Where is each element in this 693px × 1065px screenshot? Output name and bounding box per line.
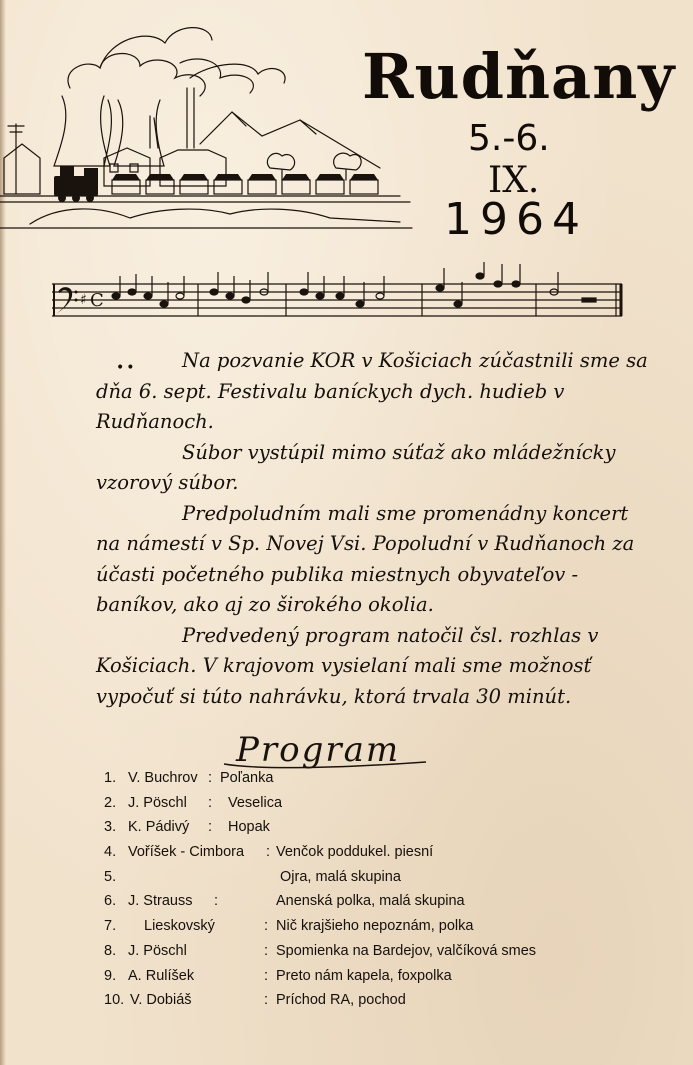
item-number: 10.	[104, 992, 125, 1009]
list-item	[104, 795, 664, 820]
work-title: Hopak	[228, 819, 270, 836]
composer: J. Pöschl	[128, 794, 187, 811]
svg-text:C: C	[90, 290, 104, 311]
work-title: Preto nám kapela, foxpolka	[276, 967, 452, 984]
program-heading: Program	[236, 730, 401, 770]
musical-staff	[50, 262, 625, 332]
composer: J. Strauss	[128, 893, 193, 910]
item-number: 3.	[104, 819, 117, 836]
item-number: 2.	[104, 794, 117, 811]
work-title: Ojra, malá skupina	[280, 868, 401, 885]
work-title: Poľanka	[220, 770, 274, 786]
composer: Voříšek - Cimbora	[128, 844, 245, 861]
date-month: IX.	[488, 160, 540, 201]
paragraph: Predvedený program natočil čsl. rozhlas v Košiciach. V krajovom vysielaní mali sme možnosť vypočuť si túto nahrávku, ktorá trvala 30 minút.	[96, 623, 599, 708]
item-number: 9.	[104, 967, 117, 984]
item-number: 1.	[104, 770, 117, 786]
chronicle-text	[96, 346, 656, 712]
separator: :	[208, 794, 213, 811]
mining-landscape-illustration	[0, 8, 420, 238]
separator: :	[264, 918, 269, 935]
date-days: 5.-6.	[468, 118, 550, 159]
separator: :	[264, 992, 269, 1009]
composer: V. Buchrov	[128, 770, 198, 786]
composer: J. Pöschl	[128, 942, 187, 959]
paragraph: Predpoludním mali sme promenádny koncert na námestí v Sp. Novej Vsi. Popoludní v Rudňanoch za účasti početného publika miestnych obyvateľov - baníkov, ako aj zo širokého okolia.	[96, 501, 635, 616]
separator: :	[208, 770, 213, 786]
list-item	[104, 770, 664, 795]
list-item	[104, 869, 664, 894]
work-title: Spomienka na Bardejov, valčíková smes	[276, 942, 537, 959]
work-title: Príchod RA, pochod	[276, 992, 406, 1009]
location-title: Rudňany	[362, 40, 676, 113]
separator: :	[264, 942, 269, 959]
composer: K. Pádivý	[128, 819, 190, 836]
composer: A. Rulíšek	[128, 967, 195, 984]
work-title: Anenská polka, malá skupina	[276, 893, 465, 910]
item-number: 5.	[104, 868, 117, 885]
paragraph: Na pozvanie KOR v Košiciach zúčastnili sme sa dňa 6. sept. Festivalu baníckych dych. hudieb v Rudňanoch.	[96, 349, 648, 433]
program-list	[104, 770, 664, 1017]
list-item	[104, 943, 664, 968]
work-title: Veselica	[228, 794, 283, 811]
list-item	[104, 844, 664, 869]
composer: V. Dobiáš	[130, 992, 192, 1009]
list-item	[104, 893, 664, 918]
item-number: 7.	[104, 918, 117, 935]
item-number: 6.	[104, 893, 117, 910]
paragraph: Súbor vystúpil mimo súťaž ako mládežnícky vzorový súbor.	[96, 440, 616, 494]
bullet-marks: ••	[116, 360, 137, 376]
list-item	[104, 819, 664, 844]
list-item	[104, 918, 664, 943]
separator: :	[266, 844, 271, 861]
separator: :	[214, 893, 219, 910]
work-title: Nič krajšieho nepoznám, polka	[276, 918, 474, 935]
item-number: 8.	[104, 942, 117, 959]
separator: :	[264, 967, 269, 984]
item-number: 4.	[104, 844, 117, 861]
work-title: Venčok poddukel. piesní	[276, 844, 434, 861]
composer: Lieskovský	[144, 918, 215, 935]
list-item	[104, 992, 664, 1017]
list-item	[104, 968, 664, 993]
svg-text:♯: ♯	[80, 292, 87, 308]
separator: :	[208, 819, 213, 836]
date-year: 1964	[444, 194, 588, 245]
